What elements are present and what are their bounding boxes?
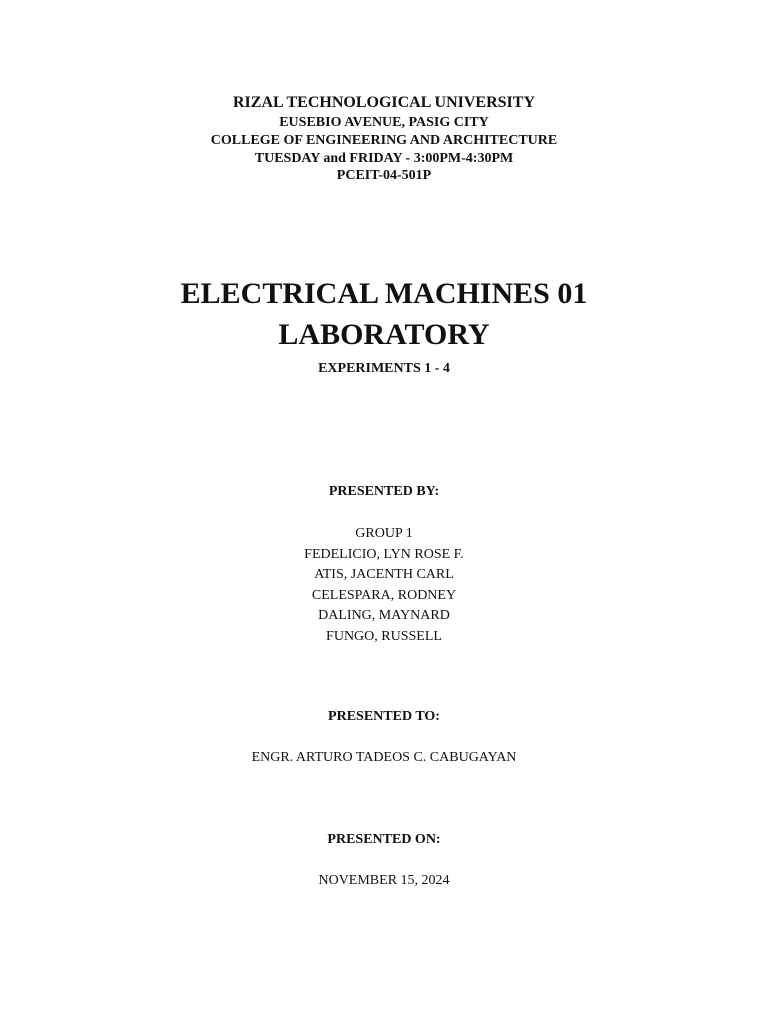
- document-title-line-2: LABORATORY: [278, 318, 490, 351]
- member-name: FUNGO, RUSSELL: [326, 628, 442, 644]
- section-code: PCEIT-04-501P: [336, 168, 432, 183]
- document-title-line-1: ELECTRICAL MACHINES 01: [180, 277, 588, 310]
- presented-by-label: PRESENTED BY:: [328, 484, 440, 499]
- document-subtitle: EXPERIMENTS 1 - 4: [318, 361, 450, 376]
- class-schedule: TUESDAY and FRIDAY - 3:00PM-4:30PM: [254, 151, 514, 166]
- university-name: RIZAL TECHNOLOGICAL UNIVERSITY: [232, 94, 535, 111]
- presentation-date: NOVEMBER 15, 2024: [318, 873, 450, 888]
- presented-to-label: PRESENTED TO:: [328, 709, 440, 724]
- presented-on-label: PRESENTED ON:: [327, 832, 441, 847]
- member-name: ATIS, JACENTH CARL: [314, 567, 454, 582]
- group-name: GROUP 1: [355, 526, 413, 541]
- member-list: [0, 524, 768, 647]
- instructor-name: ENGR. ARTURO TADEOS C. CABUGAYAN: [251, 750, 517, 765]
- member-name: DALING, MAYNARD: [318, 608, 450, 623]
- member-name: FEDELICIO, LYN ROSE F.: [304, 546, 464, 562]
- member-name: CELESPARA, RODNEY: [311, 587, 457, 603]
- university-address: EUSEBIO AVENUE, PASIG CITY: [279, 115, 489, 130]
- college-name: COLLEGE OF ENGINEERING AND ARCHITECTURE: [210, 133, 558, 148]
